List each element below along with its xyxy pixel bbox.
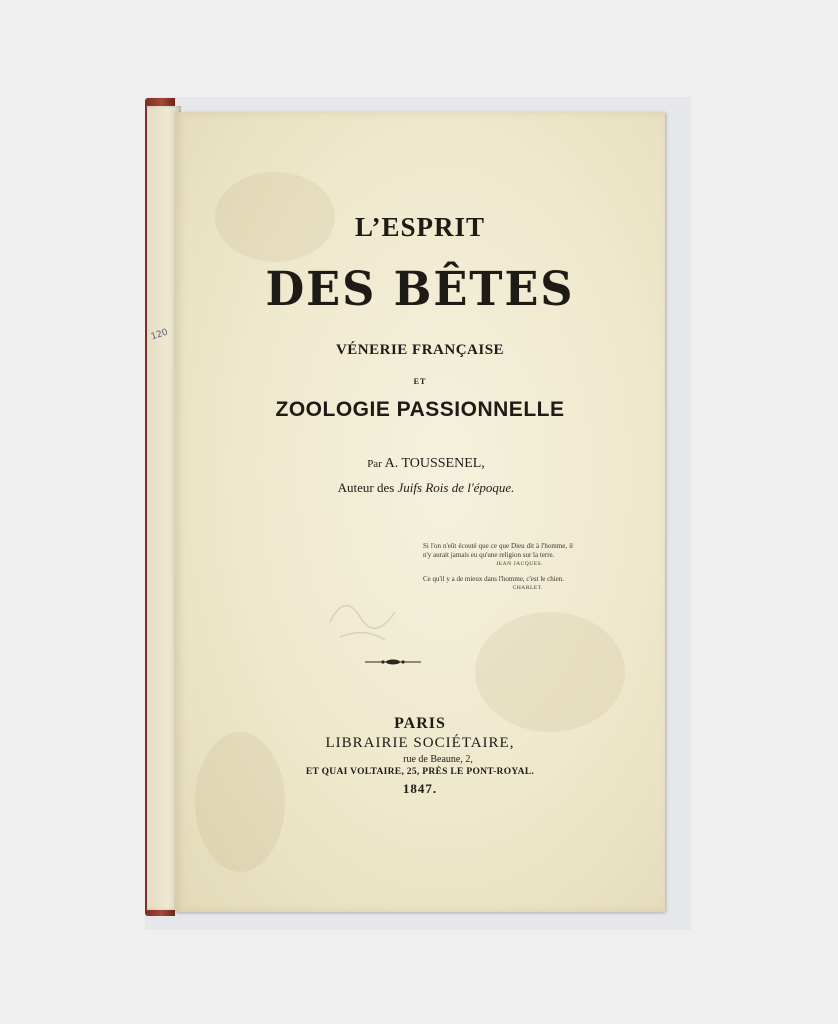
author-note-prefix: Auteur des bbox=[337, 480, 395, 495]
imprint-address-2: ET QUAI VOLTAIRE, 25, PRÈS LE PONT-ROYAL. bbox=[305, 767, 535, 777]
author-line bbox=[181, 456, 671, 472]
conjunction: ET bbox=[413, 377, 427, 386]
epigraph-quote-1: Si l'on n'eût écouté que ce que Dieu dit à l'homme, il n'y aurait jamais eu qu'une religion sur la terre. bbox=[423, 542, 573, 559]
title-line-2: DES BÊTES bbox=[265, 262, 575, 317]
ornament-rule bbox=[365, 658, 421, 666]
epigraph-quote-2: Ce qu'il y a de mieux dans l'homme, c'est le chien. bbox=[423, 575, 565, 583]
author-prefix: Par bbox=[367, 458, 382, 470]
faint-pencil-marks bbox=[325, 582, 425, 652]
imprint-address-1: rue de Beaune, 2, bbox=[403, 754, 473, 765]
foxing-stain bbox=[195, 732, 285, 872]
imprint-publisher: LIBRAIRIE SOCIÉTAIRE, bbox=[325, 735, 515, 751]
author-note-work: Juifs Rois de l'époque. bbox=[397, 480, 515, 495]
epigraph-attribution-2: CHARLET. bbox=[512, 585, 543, 591]
subtitle-venerie: VÉNERIE FRANÇAISE bbox=[335, 342, 505, 358]
pencil-note: 120 bbox=[149, 327, 170, 343]
title-page bbox=[175, 112, 665, 912]
author-name: A. TOUSSENEL, bbox=[384, 456, 485, 471]
imprint-city: PARIS bbox=[394, 715, 446, 732]
imprint-year: 1847. bbox=[402, 781, 438, 796]
foxing-stain bbox=[475, 612, 625, 732]
subtitle-zoologie: ZOOLOGIE PASSIONNELLE bbox=[275, 398, 565, 421]
epigraph bbox=[423, 542, 573, 593]
epigraph-attribution-1: JEAN JACQUES. bbox=[496, 561, 543, 567]
author-note bbox=[181, 480, 671, 496]
title-line-1: L’ESPRIT bbox=[354, 212, 486, 242]
